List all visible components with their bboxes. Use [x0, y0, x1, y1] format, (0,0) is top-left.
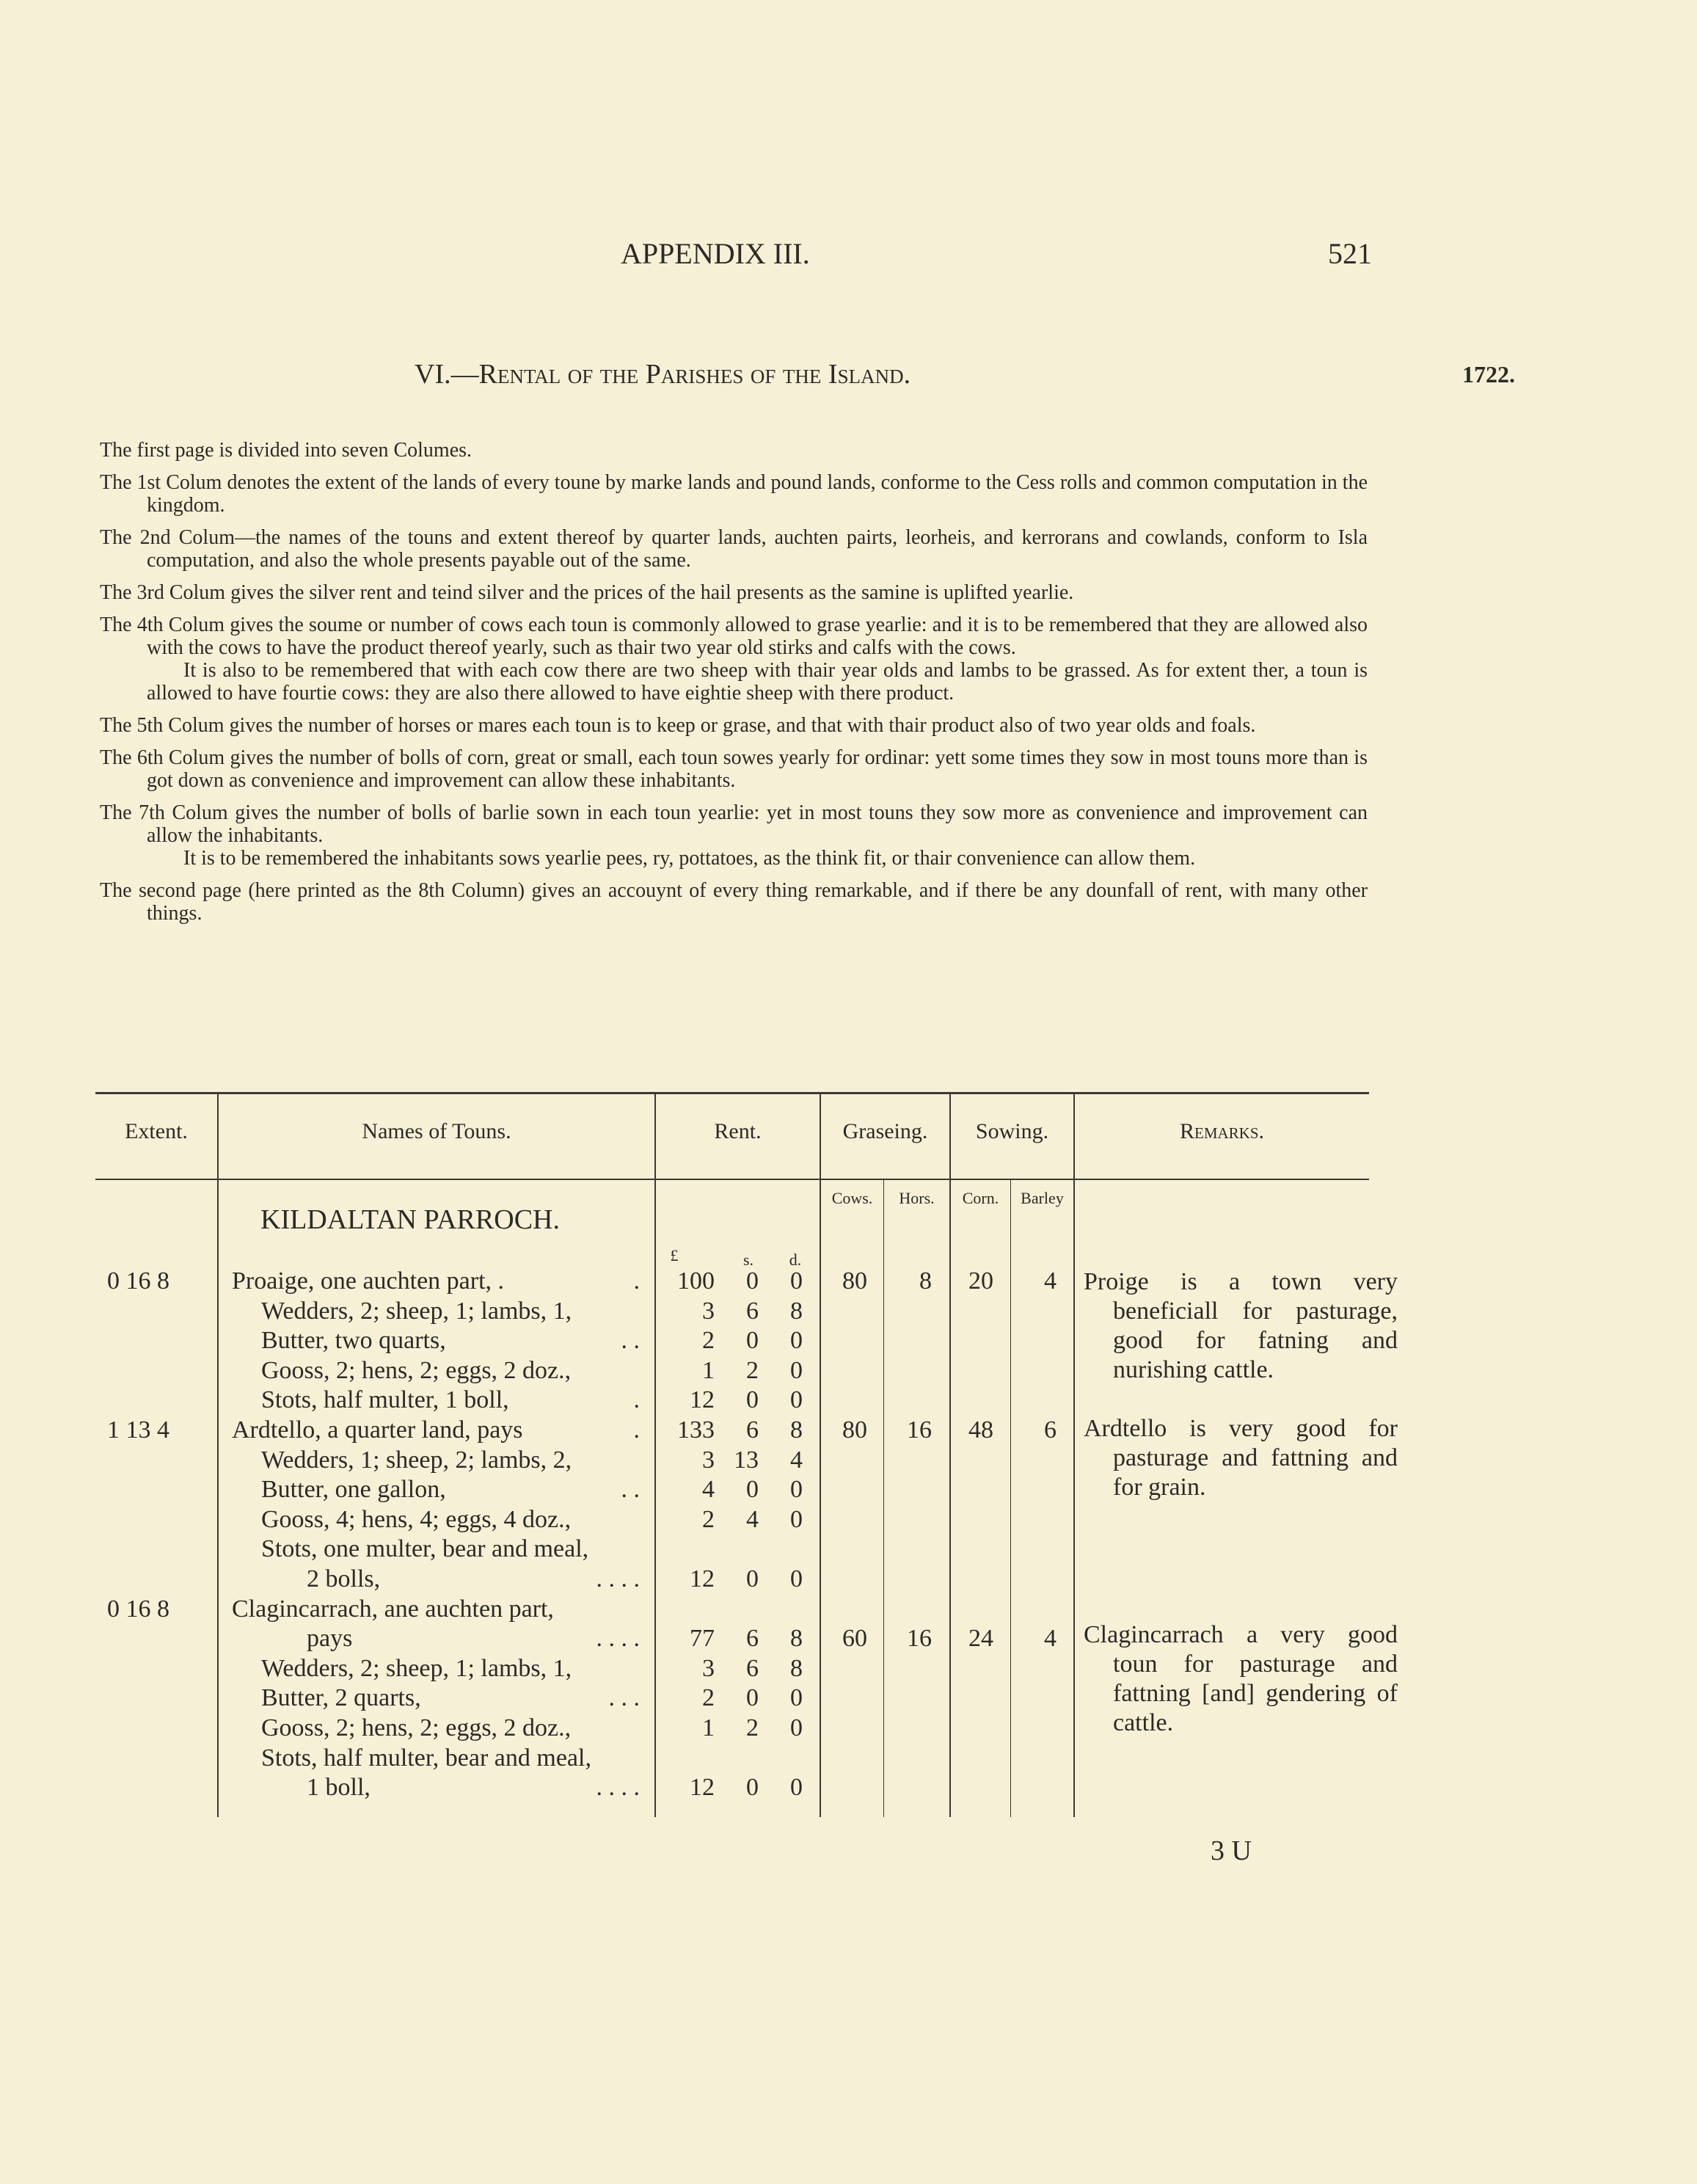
- toun-name: Butter, two quarts,: [261, 1327, 446, 1354]
- toun-name: Clagincarrach, ane auchten part,: [232, 1595, 554, 1623]
- rent-shillings: 0: [746, 1267, 759, 1295]
- hors-cell: 8: [919, 1267, 932, 1295]
- table-header-rule: [95, 1179, 1369, 1180]
- col-rule-cows: [883, 1180, 884, 1817]
- intro-p9: It is to be remembered the inhabitants sows yearlie pees, ry, pottatoes, as the think fit, or thair convenience can allow them.: [183, 847, 1196, 870]
- toun-name: 1 boll,: [307, 1774, 371, 1801]
- intro-p3: The 3rd Colum gives the silver rent and teind silver and the prices of the hail presents as the samine is uplifted yearlie.: [100, 581, 1074, 604]
- barley-cell: 4: [1044, 1267, 1056, 1295]
- section-name: Rental of the Parishes of the Island.: [478, 359, 911, 390]
- corn-cell: 20: [968, 1267, 993, 1295]
- cows-cell: 60: [842, 1625, 867, 1652]
- rent-pounds: 12: [690, 1386, 715, 1413]
- rent-shillings: 0: [746, 1476, 759, 1503]
- rent-pounds: 77: [690, 1625, 715, 1652]
- table-top-rule: [95, 1092, 1369, 1094]
- intro-p5: It is also to be remembered that with each cow there are two sheep with thair year olds and lambs to be grassed. As for extent ther, a toun is allowed to have fourtie cows: they are also there allowed to have eightie sheep with there product.: [147, 659, 1368, 705]
- subheader-corn: Corn.: [962, 1189, 999, 1207]
- col-rule-5: [1073, 1093, 1075, 1817]
- rent-pence: 0: [790, 1565, 803, 1592]
- header-rent: Rent.: [714, 1119, 762, 1143]
- cows-cell: 80: [842, 1416, 867, 1444]
- rent-pounds: 3: [702, 1655, 715, 1682]
- intro-text: [100, 439, 1368, 934]
- rent-pounds: 12: [690, 1774, 715, 1801]
- rent-pence: 0: [790, 1506, 803, 1533]
- rent-pounds: 4: [702, 1476, 715, 1503]
- rent-shillings: 13: [734, 1446, 759, 1474]
- rent-pence: 0: [790, 1774, 803, 1801]
- remark-proaige: Proige is a town very beneficiall for pasturage, good for fatning and nurishing cattle.: [1084, 1268, 1398, 1383]
- extent-cell: 0 16 8: [107, 1267, 169, 1295]
- rent-pence: 0: [790, 1386, 803, 1413]
- page-number: 521: [1328, 237, 1372, 270]
- toun-name: Stots, half multer, 1 boll,: [261, 1386, 509, 1413]
- subheader-pound: £: [670, 1246, 679, 1264]
- extent-cell: 0 16 8: [107, 1595, 169, 1623]
- barley-cell: 4: [1044, 1625, 1056, 1652]
- intro-p7: The 6th Colum gives the number of bolls of corn, great or small, each toun sowes yearly for ordinar: yett some times they sow in most touns more than is got down as convenience and improvement can allow these inhabitants.: [100, 746, 1368, 792]
- toun-name: Gooss, 4; hens, 4; eggs, 4 doz.,: [261, 1506, 572, 1533]
- rent-pence: 0: [790, 1684, 803, 1711]
- rent-shillings: 0: [746, 1684, 759, 1711]
- rent-pounds: 100: [677, 1267, 715, 1295]
- header-names: Names of Touns.: [362, 1119, 511, 1143]
- subheader-shilling: s.: [742, 1251, 754, 1269]
- corn-cell: 24: [968, 1625, 993, 1652]
- col-rule-1: [217, 1093, 219, 1817]
- rent-shillings: 6: [746, 1297, 759, 1325]
- rent-pounds: 2: [702, 1684, 715, 1711]
- rent-shillings: 6: [746, 1625, 759, 1652]
- intro-p1: The 1st Colum denotes the extent of the lands of every toune by marke lands and pound lands, conforme to the Cess rolls and common computation in the kingdom.: [100, 471, 1368, 517]
- intro-p6: The 5th Colum gives the number of horses or mares each toun is to keep or grase, and that with thair product also of two year olds and foals.: [100, 714, 1256, 737]
- toun-name: Wedders, 1; sheep, 2; lambs, 2,: [261, 1446, 572, 1474]
- rent-shillings: 4: [746, 1506, 759, 1533]
- rent-pounds: 1: [702, 1357, 715, 1384]
- rent-pounds: 3: [702, 1446, 715, 1474]
- toun-name: Wedders, 2; sheep, 1; lambs, 1,: [261, 1297, 572, 1325]
- rent-shillings: 0: [746, 1386, 759, 1413]
- leader-dots: . . . .: [596, 1625, 640, 1652]
- rent-pounds: 2: [702, 1506, 715, 1533]
- rent-shillings: 0: [746, 1774, 759, 1801]
- remark-clagincarrach: Clagincarrach a very good toun for pasturage and fattning [and] gendering of cattle.: [1084, 1621, 1398, 1736]
- rent-pence: 0: [790, 1714, 803, 1741]
- toun-name: Proaige, one auchten part, .: [232, 1267, 505, 1295]
- rent-shillings: 2: [746, 1714, 759, 1741]
- header-graseing: Graseing.: [842, 1119, 928, 1143]
- leader-dots: . . .: [608, 1684, 640, 1711]
- col-rule-2: [654, 1093, 656, 1817]
- intro-p4: The 4th Colum gives the soume or number of cows each toun is commonly allowed to grase yearlie: and it is to be remembered that they are allowed also with the cows to have the product thereof yearly, such as thair two year old stirks and calfs with the cows.: [100, 614, 1368, 659]
- intro-p10: The second page (here printed as the 8th Column) gives an accouynt of every thing remarkable, and if there be any dounfall of rent, with many other things.: [100, 879, 1368, 925]
- rent-pence: 8: [790, 1625, 803, 1652]
- rent-pence: 8: [790, 1297, 803, 1325]
- toun-name: Stots, half multer, bear and meal,: [261, 1744, 591, 1772]
- rent-pence: 0: [790, 1357, 803, 1384]
- rent-shillings: 6: [746, 1655, 759, 1682]
- rent-pounds: 2: [702, 1327, 715, 1354]
- leader-dots: . . . .: [596, 1774, 640, 1801]
- rent-pence: 8: [790, 1416, 803, 1444]
- toun-name: pays: [307, 1625, 353, 1652]
- hors-cell: 16: [907, 1625, 932, 1652]
- corn-cell: 48: [968, 1416, 993, 1444]
- leader-dots: . .: [621, 1476, 640, 1503]
- section-number: VI.—: [415, 359, 479, 390]
- rent-pence: 0: [790, 1267, 803, 1295]
- rent-shillings: 2: [746, 1357, 759, 1384]
- leader-dots: .: [633, 1386, 640, 1413]
- intro-p0: The first page is divided into seven Columes.: [100, 439, 472, 462]
- toun-name: Butter, 2 quarts,: [261, 1684, 421, 1711]
- toun-name: Stots, one multer, bear and meal,: [261, 1535, 589, 1562]
- rent-pence: 0: [790, 1476, 803, 1503]
- subheader-cows: Cows.: [831, 1189, 873, 1207]
- toun-name: Wedders, 2; sheep, 1; lambs, 1,: [261, 1655, 572, 1682]
- toun-name: Gooss, 2; hens, 2; eggs, 2 doz.,: [261, 1357, 572, 1384]
- rent-pounds: 3: [702, 1297, 715, 1325]
- rent-shillings: 6: [746, 1416, 759, 1444]
- section-title: [415, 358, 910, 390]
- rent-shillings: 0: [746, 1565, 759, 1592]
- rent-pence: 8: [790, 1655, 803, 1682]
- toun-name: Gooss, 2; hens, 2; eggs, 2 doz.,: [261, 1714, 572, 1741]
- extent-cell: 1 13 4: [107, 1416, 169, 1444]
- running-title: APPENDIX III.: [621, 237, 810, 270]
- rent-pounds: 133: [677, 1416, 715, 1444]
- barley-cell: 6: [1044, 1416, 1056, 1444]
- rent-shillings: 0: [746, 1327, 759, 1354]
- rent-pence: 0: [790, 1327, 803, 1354]
- header-extent: Extent.: [125, 1119, 188, 1143]
- leader-dots: . .: [621, 1327, 640, 1354]
- subheader-pence: d.: [789, 1251, 802, 1269]
- parish-title: KILDALTAN PARROCH.: [260, 1204, 560, 1235]
- rent-pence: 4: [790, 1446, 803, 1474]
- cows-cell: 80: [842, 1267, 867, 1295]
- toun-name: Butter, one gallon,: [261, 1476, 446, 1503]
- rent-pounds: 1: [702, 1714, 715, 1741]
- toun-name: 2 bolls,: [307, 1565, 381, 1592]
- intro-p8: The 7th Colum gives the number of bolls of barlie sown in each toun yearlie: yet in most touns they sow more as convenience and improvement can allow the inhabitants.: [100, 801, 1368, 847]
- leader-dots: .: [633, 1267, 640, 1295]
- leader-dots: .: [633, 1416, 640, 1444]
- leader-dots: . . . .: [596, 1565, 640, 1592]
- section-year: 1722.: [1462, 361, 1515, 387]
- signature-mark: 3 U: [1211, 1835, 1252, 1866]
- header-remarks: Remarks.: [1179, 1119, 1265, 1143]
- hors-cell: 16: [907, 1416, 932, 1444]
- rent-pounds: 12: [690, 1565, 715, 1592]
- intro-p2: The 2nd Colum—the names of the touns and extent thereof by quarter lands, auchten pairts, leorheis, and kerrorans and cowlands, conform to Isla computation, and also the whole presents payable out of the same.: [100, 526, 1368, 572]
- subheader-barley: Barley: [1021, 1189, 1064, 1207]
- toun-name: Ardtello, a quarter land, pays: [232, 1416, 523, 1444]
- subheader-hors: Hors.: [899, 1189, 935, 1207]
- header-sowing: Sowing.: [975, 1119, 1049, 1143]
- remark-ardtello: Ardtello is very good for pasturage and fattning and for grain.: [1084, 1415, 1398, 1501]
